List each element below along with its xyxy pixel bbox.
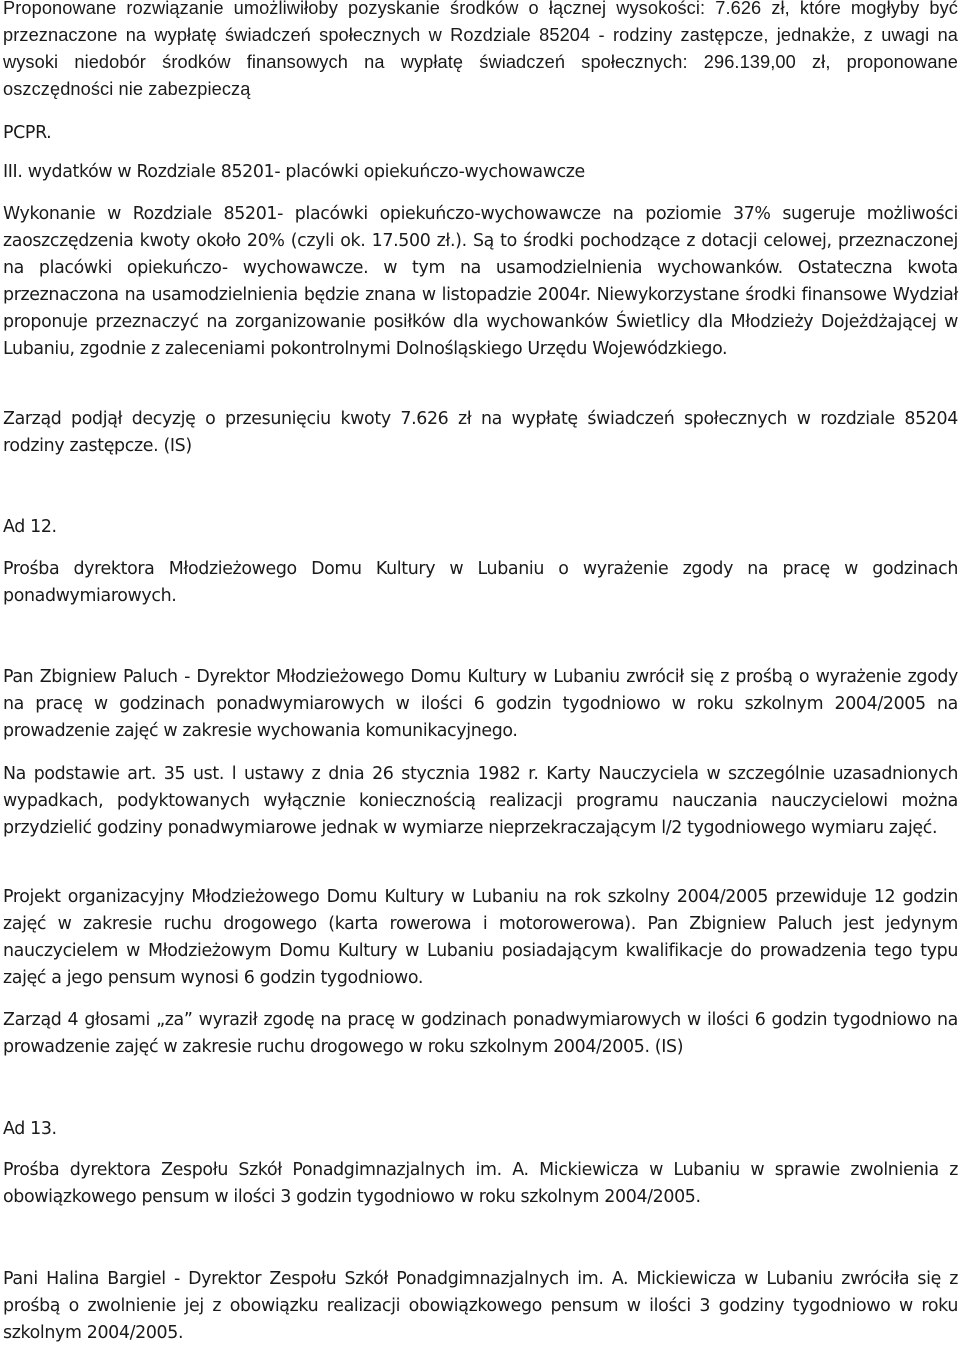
paragraph-request-mdk-director: Prośba dyrektora Młodzieżowego Domu Kultury w Lubaniu o wyrażenie zgody na pracę w godzinach ponadwymiarowych.: [3, 559, 958, 606]
paragraph-board-decision-transfer: Zarząd podjął decyzję o przesunięciu kwoty 7.626 zł na wypłatę świadczeń społecznych w rozdziale 85204 rodziny zastępcze. (IS): [3, 409, 958, 456]
paragraph-paluch-request: Pan Zbigniew Paluch - Dyrektor Młodzieżowego Domu Kultury w Lubaniu zwrócił się z prośbą o wyrażenie zgody na pracę w godzinach ponadwymiarowych w ilości 6 godzin tygodniowo w roku szkolnym 2004/2005 na prowadzenie zajęć w zakresie wychowania komunikacyjnego.: [3, 667, 958, 741]
paragraph-execution-85201: Wykonanie w Rozdziale 85201- placówki opiekuńczo-wychowawcze na poziomie 37% sugeruje możliwości zaoszczędzenia kwoty około 20% (czyli ok. 17.500 zł.). Są to środki pochodzące z dotacji celowej, przeznaczonej na placówki opiekuńczo- wychowawcze. w tym na usamodzielnienia wychowanków. Ostateczna kwota przeznaczona na usamodzielnienia będzie znana w listopadzie 2004r. Niewykorzystane środki finansowe Wydział proponuje przeznaczyć na zorganizowanie posiłków dla wychowanków Świetlicy dla Młodzieży Dojeżdżającej w Lubaniu, zgodnie z zaleceniami pokontrolnymi Dolnośląskiego Urzędu Wojewódzkiego.: [3, 204, 958, 359]
paragraph-request-zsp-director: Prośba dyrektora Zespołu Szkół Ponadgimnazjalnych im. A. Mickiewicza w Lubaniu w sprawie zwolnienia z obowiązkowego pensum w ilości 3 godzin tygodniowo w roku szkolnym 2004/2005.: [3, 1160, 958, 1207]
paragraph-board-decision-overtime: Zarząd 4 głosami „za” wyraził zgodę na pracę w godzinach ponadwymiarowych w ilości 6 godzin tygodniowo na prowadzenie zajęć w zakresie ruchu drogowego w roku szkolnym 2004/2005. (IS): [3, 1010, 958, 1057]
paragraph-organizational-project: Projekt organizacyjny Młodzieżowego Domu Kultury w Lubaniu na rok szkolny 2004/2005 przewiduje 12 godzin zajęć w zakresie ruchu drogowego (karta rowerowa i motorowerowa). Pan Zbigniew Paluch jest jedynym nauczycielem w Młodzieżowym Domu Kultury w Lubaniu posiadającym kwalifikacje do prowadzenia tego typu zajęć a jego pensum wynosi 6 godzin tygodniowo.: [3, 887, 958, 988]
agenda-item-12: Ad 12.: [3, 517, 57, 537]
paragraph-bargiel-request: Pani Halina Bargiel - Dyrektor Zespołu Szkół Ponadgimnazjalnych im. A. Mickiewicza w Lubaniu zwróciła się z prośbą o zwolnienie jej z obowiązku realizacji obowiązkowego pensum w ilości 3 godziny tygodniowo w roku szkolnym 2004/2005.: [3, 1269, 958, 1343]
paragraph-proposed-solution: Proponowane rozwiązanie umożliwiłoby pozyskanie środków o łącznej wysokości: 7.626 zł, które mogłyby być przeznaczone na wypłatę świadczeń społecznych w Rozdziale 85204 - rodziny zastępcze, jednakże, z uwagi na wysoki niedobór środków finansowych na wypłatę świadczeń społecznych: 296.139,00 zł, proponowane oszczędności nie zabezpieczą: [3, 0, 958, 99]
paragraph-legal-basis: Na podstawie art. 35 ust. l ustawy z dnia 26 stycznia 1982 r. Karty Nauczyciela w szczególnie uzasadnionych wypadkach, podyktowanych wyłącznie koniecznością realizacji programu nauczania nauczycielowi można przydzielić godziny ponadwymiarowe jednak w wymiarze nieprzekraczającym l/2 tygodniowego wymiaru zajęć.: [3, 764, 958, 838]
section-heading-85201: III. wydatków w Rozdziale 85201- placówki opiekuńczo-wychowawcze: [3, 162, 585, 182]
paragraph-pcpr: PCPR.: [3, 123, 52, 143]
agenda-item-13: Ad 13.: [3, 1119, 57, 1139]
